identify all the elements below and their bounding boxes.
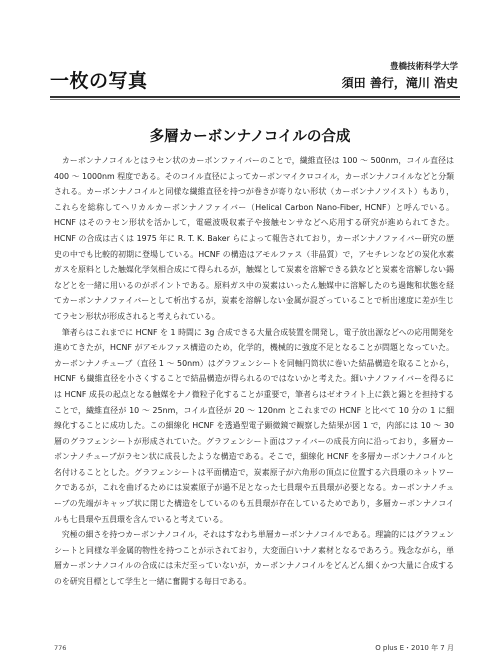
page-header [50,60,458,94]
article-title: 多層カーボンナノコイルの合成 [149,129,351,145]
body-paragraph: 筆者らはこれまでに HCNF を 1 時間に 3g 合成できる大量合成装置を開発し，電子放出源などへの応用開発を進めてきたが，HCNF がアモルファス構造のため，化学的，機械的に強度不足となることが問題となっていた。カーボンナノチューブ（直径 1 ～ 50nm）はグラフェンシートを同軸円筒状に巻いた結晶構造を取ることから，HCNF も繊維直径を小さくすることで結晶構造が得られるのではないかと考えた。細いナノファイバーを得るには HCNF 成長の起点となる触媒をナノ微粒子化することが重要で，筆者らはゼオライト上に鉄と錫とを担持することで，繊維直径が 10 ～ 25nm，コイル直径が 20 ～ 120nm とこれまでの HCNF と比べて 10 分の 1 に細線化することに成功した。この細線化 HCNF を透過型電子顕微鏡で観察した結果が図 1 で，内部には 10 ～ 30 層のグラフェンシートが形成されていた。グラフェンシート面はファイバーの成長方向に沿っており，多層カーボンナノチューブがラセン状に成長したような構造である。そこで，細線化 HCNF を多層カーボンナノコイルと名付けることとした。グラフェンシートは平面構造で，炭素原子が六角形の頂点に位置する六員環のネットワークであるが，これを曲げるためには炭素原子が過不足となった七員環や五員環が必要となる。カーボンナノチューブの先端がキャップ状に閉じた構造をしているのも五員環が存在しているためであり，多層カーボンナノコイルも七員環や五員環を含んでいると考えている。 [54,327,454,524]
header-rule-thin [50,99,460,100]
body-paragraph: 究極の細さを持つカーボンナノコイル，それはすなわち単層カーボンナノコイルである。理論的にはグラフェンシートと同様な半金属的物性を持つことが示されており，大変面白いナノ素材となるであろう。残念ながら，単層カーボンナノコイルの合成には未だ至っていないが，カーボンナノコイルをどんどん細くかつ大量に合成するのを研究目標として学生と一緒に奮闘する毎日である。 [54,530,454,587]
magazine-issue: O plus E・2010 年 7 月 [375,644,454,652]
author-names: 須田 善行，滝川 浩史 [341,76,458,90]
page-number: 776 [54,644,67,652]
section-title: 一枚の写真 [50,70,148,92]
body-paragraph: カーボンナノコイルとはラセン状のカーボンファイバーのことで，繊維直径は 100 ～ 500nm，コイル直径は 400 ～ 1000nm 程度である。そのコイル直径によってカーボンマイクロコイル，カーボンナノコイルなどと分類される。カーボンナノコイルと同様な繊維直径を持つが巻きが寄りない形状（カーボンナノツイスト）もあり，これらを総称してヘリカルカーボンナノファイバー（Helical Carbon Nano-Fiber, HCNF）と呼んでいる。HCNF はそのラセン形状を活かして，電磁波吸収素子や接触センサなどへ応用する研究が進められてきた。HCNF の合成は古くは 1975 年に R. T. K. Baker らによって報告されており，カーボンナノファイバー研究の歴史の中でも比較的初期に登場している。HCNF の構造はアモルファス（非晶質）で，アセチレンなどの炭化水素ガスを原料とした触媒化学気相合成にて得られるが，触媒として炭素を溶解できる鉄などと炭素を溶解しない錫などとを一緒に用いるのがポイントである。原料ガス中の炭素はいったん触媒中に溶解したのち過飽和状態を経てカーボンナノファイバーとして析出するが，炭素を溶解しない金属が混ざっていることで析出速度に差が生じてラセン形状が形成されると考えられている。 [54,156,454,321]
article-body [54,153,454,613]
author-affiliation: 豊橋技術科学大学 [389,62,458,72]
header-rule [50,96,460,98]
